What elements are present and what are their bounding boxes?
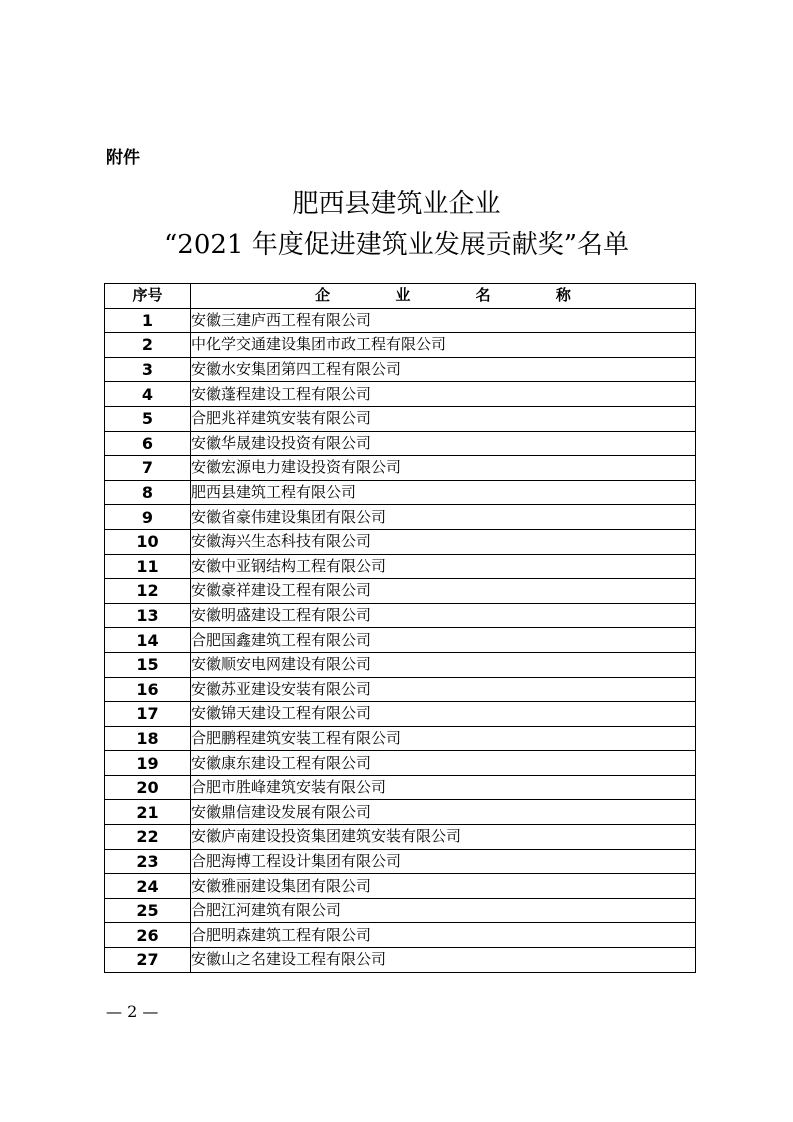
- row-number: 25: [105, 898, 191, 923]
- company-name: 合肥江河建筑有限公司: [191, 898, 696, 923]
- row-number: 19: [105, 751, 191, 776]
- row-number: 3: [105, 357, 191, 382]
- row-number: 1: [105, 308, 191, 333]
- table-row: [105, 333, 696, 358]
- row-number: 27: [105, 948, 191, 973]
- table-row: [105, 554, 696, 579]
- row-number: 10: [105, 529, 191, 554]
- table-row: [105, 874, 696, 899]
- row-number: 18: [105, 726, 191, 751]
- table-row: [105, 529, 696, 554]
- row-number: 23: [105, 849, 191, 874]
- company-name: 安徽苏亚建设安装有限公司: [191, 677, 696, 702]
- company-name: 安徽水安集团第四工程有限公司: [191, 357, 696, 382]
- company-name: 中化学交通建设集团市政工程有限公司: [191, 333, 696, 358]
- row-number: 7: [105, 456, 191, 481]
- table-row: [105, 382, 696, 407]
- row-number: 16: [105, 677, 191, 702]
- row-number: 15: [105, 652, 191, 677]
- table-row: [105, 480, 696, 505]
- company-name: 安徽山之名建设工程有限公司: [191, 948, 696, 973]
- row-number: 14: [105, 628, 191, 653]
- column-header-number: 序号: [105, 284, 191, 309]
- table-row: [105, 652, 696, 677]
- company-name: 安徽锦天建设工程有限公司: [191, 702, 696, 727]
- page-number: — 2 —: [106, 1002, 159, 1021]
- company-name: 肥西县建筑工程有限公司: [191, 480, 696, 505]
- table-row: [105, 800, 696, 825]
- company-name: 安徽豪祥建设工程有限公司: [191, 579, 696, 604]
- company-name: 合肥市胜峰建筑安装有限公司: [191, 775, 696, 800]
- table-header-row: [105, 284, 696, 309]
- company-name: 安徽康东建设工程有限公司: [191, 751, 696, 776]
- company-name: 合肥国鑫建筑工程有限公司: [191, 628, 696, 653]
- company-name: 合肥兆祥建筑安装有限公司: [191, 406, 696, 431]
- company-name: 安徽宏源电力建设投资有限公司: [191, 456, 696, 481]
- column-header-company-name: 企 业 名 称: [191, 284, 696, 309]
- row-number: 24: [105, 874, 191, 899]
- document-title-line-2: “2021 年度促进建筑业发展贡献奖”名单: [163, 230, 630, 260]
- row-number: 5: [105, 406, 191, 431]
- row-number: 20: [105, 775, 191, 800]
- row-number: 26: [105, 923, 191, 948]
- company-list-table: [104, 283, 696, 973]
- table-row: [105, 456, 696, 481]
- table-row: [105, 726, 696, 751]
- row-number: 6: [105, 431, 191, 456]
- row-number: 9: [105, 505, 191, 530]
- table-row: [105, 702, 696, 727]
- row-number: 12: [105, 579, 191, 604]
- row-number: 21: [105, 800, 191, 825]
- company-name: 安徽庐南建设投资集团建筑安装有限公司: [191, 825, 696, 850]
- table-row: [105, 579, 696, 604]
- table-row: [105, 751, 696, 776]
- table-row: [105, 628, 696, 653]
- table-row: [105, 677, 696, 702]
- row-number: 8: [105, 480, 191, 505]
- table-row: [105, 603, 696, 628]
- company-name: 合肥海博工程设计集团有限公司: [191, 849, 696, 874]
- table-row: [105, 948, 696, 973]
- row-number: 4: [105, 382, 191, 407]
- company-name: 合肥明森建筑工程有限公司: [191, 923, 696, 948]
- company-name: 安徽省豪伟建设集团有限公司: [191, 505, 696, 530]
- company-name: 安徽华晟建设投资有限公司: [191, 431, 696, 456]
- table-row: [105, 431, 696, 456]
- row-number: 2: [105, 333, 191, 358]
- company-name: 安徽明盛建设工程有限公司: [191, 603, 696, 628]
- company-name: 安徽雅丽建设集团有限公司: [191, 874, 696, 899]
- company-name: 安徽海兴生态科技有限公司: [191, 529, 696, 554]
- company-name: 安徽蓬程建设工程有限公司: [191, 382, 696, 407]
- table-row: [105, 849, 696, 874]
- company-name: 合肥鹏程建筑安装工程有限公司: [191, 726, 696, 751]
- table-row: [105, 308, 696, 333]
- row-number: 13: [105, 603, 191, 628]
- table-row: [105, 825, 696, 850]
- table-body: [105, 308, 696, 972]
- company-name: 安徽三建庐西工程有限公司: [191, 308, 696, 333]
- table-row: [105, 775, 696, 800]
- row-number: 17: [105, 702, 191, 727]
- document-title-line-1: 肥西县建筑业企业: [292, 189, 501, 219]
- row-number: 11: [105, 554, 191, 579]
- table-row: [105, 898, 696, 923]
- row-number: 22: [105, 825, 191, 850]
- company-name: 安徽中亚钢结构工程有限公司: [191, 554, 696, 579]
- table-row: [105, 505, 696, 530]
- table-row: [105, 923, 696, 948]
- company-name: 安徽顺安电网建设有限公司: [191, 652, 696, 677]
- attachment-label: 附件: [106, 148, 140, 168]
- company-name: 安徽鼎信建设发展有限公司: [191, 800, 696, 825]
- table-row: [105, 357, 696, 382]
- table-row: [105, 406, 696, 431]
